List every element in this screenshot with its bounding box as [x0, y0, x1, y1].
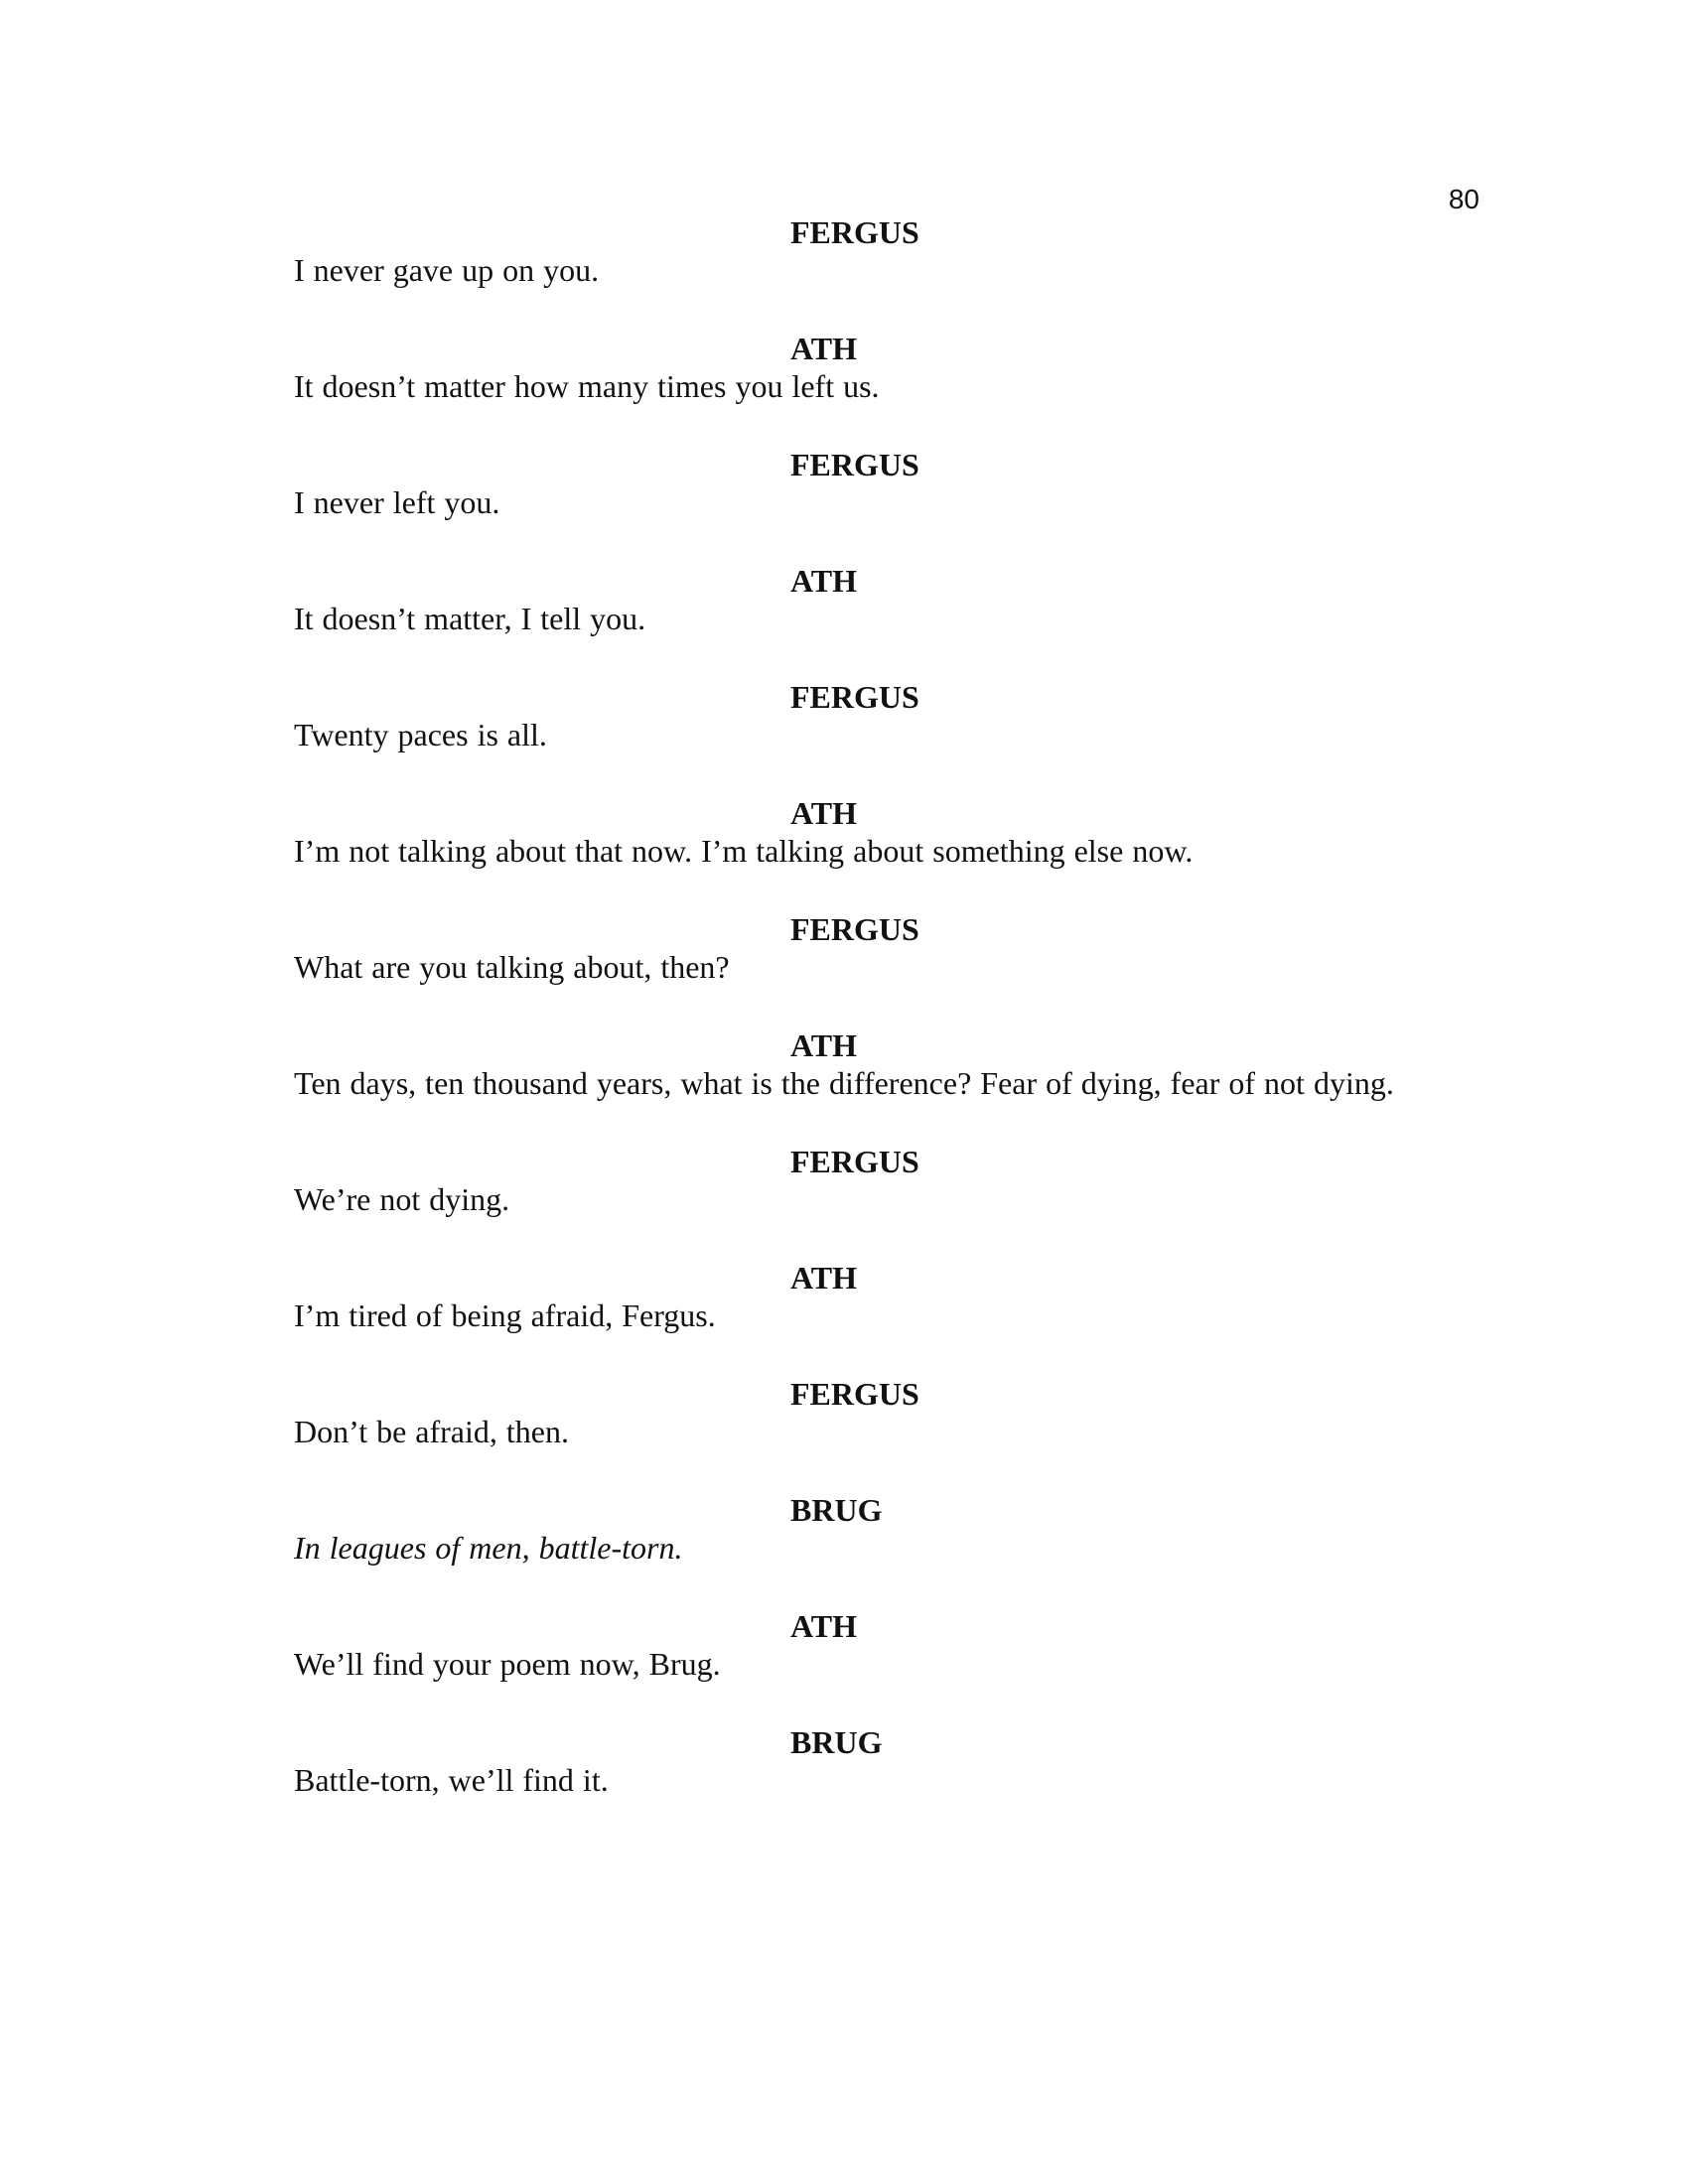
- speaker-name: FERGUS: [790, 1376, 919, 1412]
- dialogue-line: I never gave up on you.: [294, 252, 600, 288]
- dialogue-line: Ten days, ten thousand years, what is the difference? Fear of dying, fear of not dying.: [294, 1065, 1394, 1101]
- speaker-name: FERGUS: [790, 447, 919, 482]
- dialogue-block: [294, 1375, 1431, 1450]
- dialogue-block: [294, 678, 1431, 753]
- dialogue-line: Twenty paces is all.: [294, 717, 547, 752]
- dialogue-line: We’ll find your poem now, Brug.: [294, 1646, 721, 1682]
- speaker-name: BRUG: [790, 1724, 883, 1760]
- dialogue-block: [294, 562, 1431, 637]
- dialogue-line: I never left you.: [294, 484, 500, 520]
- page-number: 80: [1448, 184, 1479, 214]
- dialogue-block: [294, 213, 1431, 289]
- dialogue-line: In leagues of men, battle-torn.: [294, 1530, 683, 1566]
- speaker-name: FERGUS: [790, 214, 919, 250]
- speaker-name: ATH: [790, 563, 857, 599]
- dialogue-line: What are you talking about, then?: [294, 949, 730, 985]
- speaker-name: FERGUS: [790, 679, 919, 715]
- dialogue-block: [294, 1259, 1431, 1334]
- dialogue-block: [294, 1026, 1431, 1102]
- dialogue-block: [294, 1491, 1431, 1567]
- dialogue-line: I’m tired of being afraid, Fergus.: [294, 1297, 716, 1333]
- speaker-name: BRUG: [790, 1492, 883, 1528]
- speaker-name: ATH: [790, 1260, 857, 1296]
- dialogue-block: [294, 1723, 1431, 1799]
- speaker-name: FERGUS: [790, 1144, 919, 1179]
- dialogue-block: [294, 1607, 1431, 1683]
- speaker-name: ATH: [790, 1027, 857, 1063]
- speaker-name: ATH: [790, 331, 857, 366]
- dialogue-block: [294, 794, 1431, 870]
- dialogue-line: It doesn’t matter how many times you left us.: [294, 368, 880, 404]
- speaker-name: ATH: [790, 1608, 857, 1644]
- dialogue-line: Battle-torn, we’ll find it.: [294, 1762, 609, 1798]
- dialogue-block: [294, 1143, 1431, 1218]
- dialogue-line: It doesn’t matter, I tell you.: [294, 601, 646, 636]
- dialogue-block: [294, 330, 1431, 405]
- dialogue-block: [294, 910, 1431, 986]
- speaker-name: ATH: [790, 795, 857, 831]
- dialogue-line: Don’t be afraid, then.: [294, 1414, 569, 1449]
- speaker-name: FERGUS: [790, 911, 919, 947]
- dialogue-line: I’m not talking about that now. I’m talking about something else now.: [294, 833, 1194, 869]
- dialogue-line: We’re not dying.: [294, 1181, 510, 1217]
- dialogue-block: [294, 446, 1431, 521]
- script-body: [294, 213, 1431, 1840]
